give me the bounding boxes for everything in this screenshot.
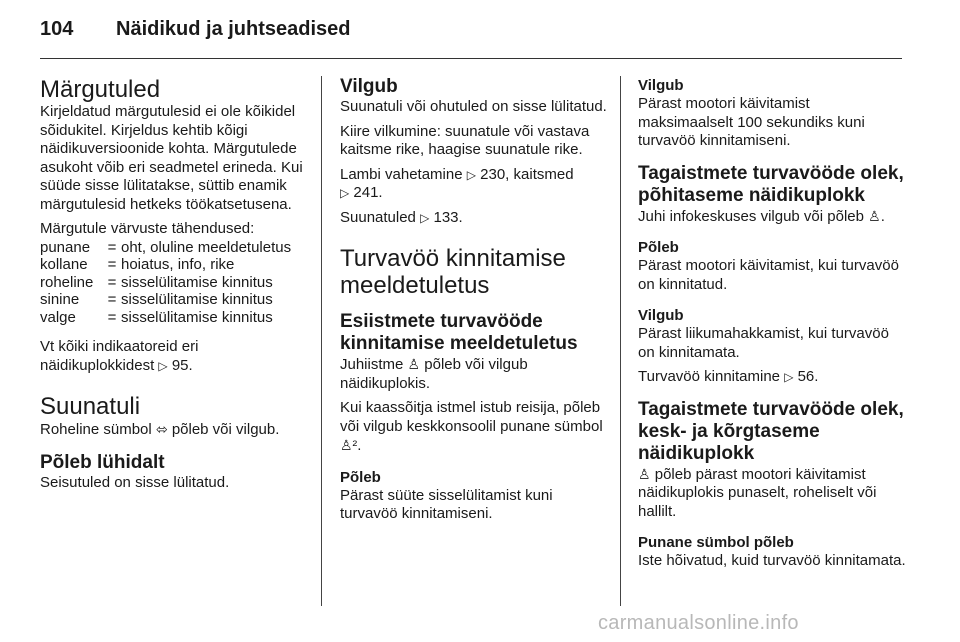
seatbelt-icon: ♙ bbox=[868, 207, 881, 224]
color-name: punane bbox=[40, 238, 91, 256]
equals-sign: = bbox=[107, 256, 117, 273]
subsection-title: Esiistmete turvavööde kinnitamise meeldetuletus bbox=[340, 311, 578, 354]
lamp-reference: Lambi vahetamine ▷ 230, kaitsmed ▷ 241. bbox=[340, 165, 574, 201]
column-3 bbox=[638, 76, 908, 571]
equals-sign: = bbox=[107, 238, 117, 256]
subsection-title: Vilgub bbox=[340, 76, 398, 97]
column-2 bbox=[340, 76, 610, 524]
paragraph: Pärast süüte sisselülitamist kuni turvavöö kinnitamiseni. bbox=[340, 486, 553, 522]
paragraph: Juhiistme ♙ põleb või vilgub näidikuplokis. bbox=[340, 356, 528, 392]
paragraph: Suunatuli või ohutuled on sisse lülitatud. bbox=[340, 98, 607, 115]
subsection-title: Vilgub bbox=[638, 77, 684, 94]
section-title-turvavoo: Turvavöö kinnitamise meeldetuletus bbox=[340, 245, 566, 299]
paragraph: ♙ põleb pärast mootori käivitamist näidikuplokis punaselt, roheliselt või hallilt. bbox=[638, 465, 877, 520]
equals-sign: = bbox=[107, 273, 117, 291]
page-header bbox=[40, 18, 351, 48]
page-ref-arrow-icon: ▷ bbox=[158, 358, 168, 373]
table-row bbox=[40, 239, 291, 257]
page-link[interactable]: 56. bbox=[797, 368, 819, 385]
turn-signal-icon: ⬄ bbox=[155, 421, 168, 437]
paragraph: Seisutuled on sisse lülitatud. bbox=[40, 473, 230, 491]
color-name: valge bbox=[40, 308, 76, 326]
page-link[interactable]: 133. bbox=[433, 208, 463, 226]
subsection-title: Põleb bbox=[340, 468, 381, 486]
page-number: 104 bbox=[40, 18, 74, 40]
table-row bbox=[40, 309, 291, 327]
suunatuli-text: Roheline sümbol ⬄ põleb või vilgub. bbox=[40, 421, 280, 438]
color-name: roheline bbox=[40, 273, 94, 291]
column-1 bbox=[40, 76, 310, 492]
table-row bbox=[40, 274, 291, 292]
subsection-title: Põleb lühidalt bbox=[40, 451, 165, 473]
page-ref-arrow-icon: ▷ bbox=[466, 167, 476, 182]
page-link[interactable]: 230, kaitsmed bbox=[480, 165, 574, 183]
turn-signals-reference: Suunatuled ▷ 133. bbox=[340, 208, 463, 226]
color-meaning: sisselülitamise kinnitus bbox=[121, 308, 273, 326]
page-link[interactable]: 95. bbox=[171, 356, 193, 374]
section-title-suunatuli: Suunatuli bbox=[40, 393, 141, 420]
paragraph: Kiire vilkumine: suunatule või vastava kaitsme rike, haagise suunatule rike. bbox=[340, 122, 590, 158]
page-ref-arrow-icon: ▷ bbox=[420, 210, 430, 225]
seatbelt-icon: ♙ bbox=[407, 356, 421, 372]
indicators-reference: Vt kõiki indikaatoreid eri näidikuplokkidest ▷ 95. bbox=[40, 338, 199, 374]
color-meaning: hoiatus, info, rike bbox=[121, 256, 235, 273]
subsection-title: Vilgub bbox=[638, 307, 684, 324]
color-meaning-table bbox=[40, 239, 291, 327]
table-row bbox=[40, 256, 291, 274]
paragraph: Pärast mootori käivitamist maksimaalselt 100 sekundiks kuni turvavöö kinnitamiseni. bbox=[638, 95, 865, 149]
header-rule bbox=[40, 58, 902, 59]
equals-sign: = bbox=[107, 308, 117, 326]
page-ref-arrow-icon: ▷ bbox=[340, 186, 350, 200]
paragraph: Iste hõivatud, kuid turvavöö kinnitamata. bbox=[638, 552, 906, 569]
intro-paragraph: Kirjeldatud märgutulesid ei ole kõikidel sõidukitel. Kirjeldus kehtib kõigi näidikuversioonide kohta. Märgutulede asukoht võib eri seadmetel erineda. Kui süüde sisse lülitatakse, süttib enamik märgutulesid hetkeks töökatsetusena. bbox=[40, 103, 303, 213]
color-meaning: sisselülitamise kinnitus bbox=[121, 273, 273, 291]
paragraph: Pärast mootori käivitamist, kui turvavöö on kinnitatud. bbox=[638, 257, 899, 293]
color-meaning: sisselülitamise kinnitus bbox=[121, 291, 273, 308]
table-row bbox=[40, 291, 291, 309]
subsection-title: Põleb bbox=[638, 239, 679, 256]
watermark: carmanualsonline.info bbox=[598, 612, 799, 634]
seatbelt-reference: Turvavöö kinnitamine ▷ 56. bbox=[638, 368, 819, 385]
section-title-margutuled: Märgutuled bbox=[40, 76, 161, 103]
column-divider-1 bbox=[321, 76, 322, 606]
color-name: sinine bbox=[40, 291, 80, 308]
paragraph: Juhi infokeskuses vilgub või põleb ♙. bbox=[638, 207, 885, 225]
equals-sign: = bbox=[107, 291, 117, 308]
column-divider-2 bbox=[620, 76, 621, 606]
seatbelt-icon: ♙ bbox=[638, 465, 651, 482]
page-link[interactable]: 241. bbox=[353, 184, 383, 201]
page-ref-arrow-icon: ▷ bbox=[784, 370, 794, 384]
colors-intro: Märgutule värvuste tähendused: bbox=[40, 220, 255, 237]
subsection-title: Tagaistmete turvavööde olek, põhitaseme näidikuplokk bbox=[638, 162, 904, 206]
color-meaning: oht, oluline meeldetuletus bbox=[121, 238, 292, 256]
passenger-seatbelt-icon: ♙² bbox=[340, 437, 358, 453]
subsection-title: Punane sümbol põleb bbox=[638, 534, 794, 551]
subsection-title: Tagaistmete turvavööde olek, kesk- ja kõrgtaseme näidikuplokk bbox=[638, 398, 904, 464]
chapter-title: Näidikud ja juhtseadised bbox=[116, 18, 351, 40]
paragraph: Kui kaassõitja istmel istub reisija, põleb või vilgub keskkonsoolil punane sümbol ♙². bbox=[340, 399, 603, 454]
color-name: kollane bbox=[40, 256, 88, 273]
paragraph: Pärast liikumahakkamist, kui turvavöö on kinnitamata. bbox=[638, 325, 889, 361]
